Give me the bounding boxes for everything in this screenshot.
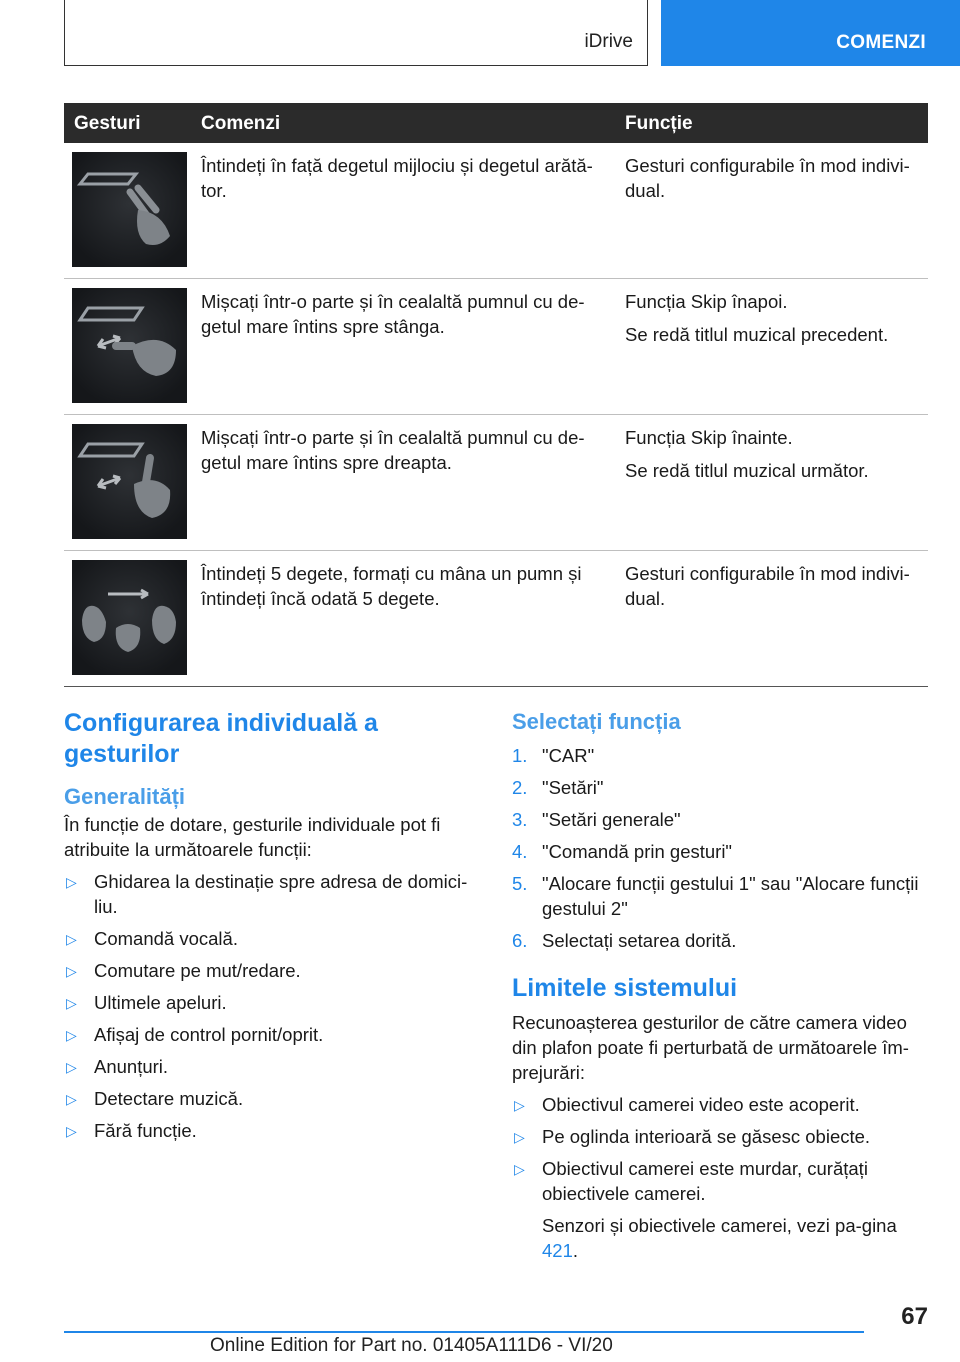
bullet-triangle-icon: ▷ bbox=[66, 931, 77, 947]
bullet-triangle-icon: ▷ bbox=[66, 1027, 77, 1043]
running-header-box bbox=[64, 0, 648, 66]
limits-list bbox=[512, 1092, 932, 1206]
table-row bbox=[64, 415, 928, 551]
function-text: Gesturi configurabile în mod indivi-dual. bbox=[625, 563, 910, 609]
list-item: ▷ Comandă vocală. bbox=[64, 926, 484, 951]
edition-note: Online Edition for Part no. 01405A111D6 - VI/20 bbox=[210, 1335, 613, 1356]
function-text: Funcția Skip înapoi. Se redă titlul muzical precedent. bbox=[625, 291, 889, 345]
step-item: 2. "Setări" bbox=[512, 777, 604, 798]
header-chapter-tab bbox=[661, 0, 960, 66]
table-header bbox=[64, 103, 928, 143]
bullet-triangle-icon: ▷ bbox=[66, 1059, 77, 1075]
list-item: ▷ Pe oglinda interioară se găsesc obiecte. bbox=[512, 1124, 932, 1149]
list-item: ▷ Obiectivul camerei este murdar, curățați obiectivele camerei. bbox=[514, 1158, 868, 1204]
intro-paragraph: În funcție de dotare, gesturile individuale pot fi atribuite la următoarele funcții: bbox=[64, 814, 441, 860]
section-title-individual-config: Configurarea individuală a gesturilor bbox=[64, 709, 378, 768]
column-header-function: Funcție bbox=[625, 113, 693, 134]
footer-rule bbox=[64, 1331, 864, 1333]
bullet-triangle-icon: ▷ bbox=[514, 1161, 525, 1177]
step-number: 4. bbox=[512, 841, 528, 862]
step-number: 2. bbox=[512, 777, 528, 798]
table-row bbox=[64, 279, 928, 415]
subsection-title-select-function: Selectați funcția bbox=[512, 709, 681, 734]
bullet-triangle-icon: ▷ bbox=[514, 1097, 525, 1113]
step-number: 5. bbox=[512, 873, 528, 894]
bullet-triangle-icon: ▷ bbox=[66, 1091, 77, 1107]
left-column bbox=[64, 708, 484, 1143]
bullet-triangle-icon: ▷ bbox=[66, 874, 77, 890]
step-number: 6. bbox=[512, 930, 528, 951]
table-row bbox=[64, 143, 928, 279]
bullet-triangle-icon: ▷ bbox=[66, 963, 77, 979]
step-item: 3. "Setări generale" bbox=[512, 809, 681, 830]
two-finger-point-gesture-icon bbox=[72, 152, 187, 267]
assignable-functions-list bbox=[64, 869, 484, 1143]
header-section-title: iDrive bbox=[584, 31, 633, 52]
step-item: 4. "Comandă prin gesturi" bbox=[512, 841, 733, 862]
step-item: 5. "Alocare funcții gestului 1" sau "Alocare funcții gestului 2" bbox=[512, 873, 919, 919]
list-item: ▷ Ultimele apeluri. bbox=[64, 990, 484, 1015]
step-item: 6. Selectați setarea dorită. bbox=[512, 930, 737, 951]
column-header-gestures: Gesturi bbox=[74, 113, 141, 134]
step-item: 1. "CAR" bbox=[512, 745, 595, 766]
header-chapter-title: COMENZI bbox=[836, 32, 926, 53]
thumb-left-swipe-gesture-icon bbox=[72, 288, 187, 403]
section-title-system-limits: Limitele sistemului bbox=[512, 974, 738, 1002]
step-number: 3. bbox=[512, 809, 528, 830]
command-text: Mișcați într-o parte și în cealaltă pumnul cu de-getul mare întins spre dreapta. bbox=[201, 427, 585, 473]
limits-intro-paragraph: Recunoașterea gesturilor de către camera video din plafon poate fi perturbată de următoarele îm-prejurări: bbox=[512, 1012, 909, 1083]
list-item: ▷ Obiectivul camerei video este acoperit. bbox=[512, 1092, 932, 1117]
steps-list bbox=[512, 743, 932, 953]
command-text: Întindeți în față degetul mijlociu și degetul arătă-tor. bbox=[201, 155, 593, 201]
function-text: Gesturi configurabile în mod indivi-dual. bbox=[625, 155, 910, 201]
camera-reference-note: Senzori și obiectivele camerei, vezi pa-gina 421. bbox=[542, 1215, 897, 1261]
list-item: ▷ Comutare pe mut/redare. bbox=[64, 958, 484, 983]
step-number: 1. bbox=[512, 745, 528, 766]
command-text: Întindeți 5 degete, formați cu mâna un pumn și întindeți încă odată 5 degete. bbox=[201, 563, 582, 609]
table-row bbox=[64, 551, 928, 687]
open-fist-open-gesture-icon bbox=[72, 560, 187, 675]
list-item: ▷ Anunțuri. bbox=[64, 1054, 484, 1079]
bullet-triangle-icon: ▷ bbox=[514, 1129, 525, 1145]
column-header-commands: Comenzi bbox=[201, 113, 281, 134]
thumb-right-swipe-gesture-icon bbox=[72, 424, 187, 539]
subsection-title-general: Generalități bbox=[64, 784, 186, 809]
list-item: ▷ Detectare muzică. bbox=[64, 1086, 484, 1111]
bullet-triangle-icon: ▷ bbox=[66, 1123, 77, 1139]
list-item: ▷ Fără funcție. bbox=[64, 1118, 484, 1143]
bullet-triangle-icon: ▷ bbox=[66, 995, 77, 1011]
list-item: ▷ Afișaj de control pornit/oprit. bbox=[64, 1022, 484, 1047]
right-column bbox=[512, 708, 932, 1263]
function-text: Funcția Skip înainte. Se redă titlul muzical următor. bbox=[625, 427, 869, 481]
page-reference-link[interactable]: 421 bbox=[542, 1240, 573, 1261]
list-item: ▷ Ghidarea la destinație spre adresa de domici-liu. bbox=[66, 871, 468, 917]
page-number: 67 bbox=[901, 1303, 928, 1330]
gesture-table bbox=[64, 103, 928, 687]
command-text: Mișcați într-o parte și în cealaltă pumnul cu de-getul mare întins spre stânga. bbox=[201, 291, 585, 337]
